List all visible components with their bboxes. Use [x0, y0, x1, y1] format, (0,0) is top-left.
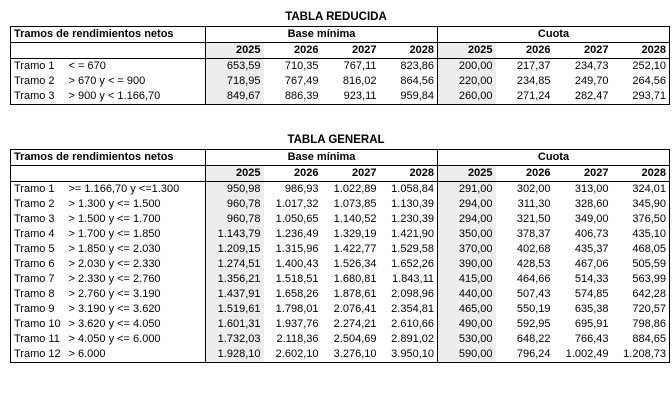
column-group-cuota: Cuota — [438, 27, 670, 43]
header-row-years — [11, 166, 670, 182]
header-row-groups — [11, 27, 670, 43]
base-minima-value: 1.315,96 — [275, 243, 319, 255]
base-minima-value: 923,11 — [322, 89, 380, 105]
base-minima-value: 718,95 — [206, 74, 264, 89]
cuota-value: 328,60 — [574, 198, 609, 210]
cuota-value: 642,28 — [612, 287, 670, 302]
cuota-value: 234,73 — [574, 60, 609, 72]
base-minima-value: 1.329,19 — [333, 228, 377, 240]
general-table — [10, 149, 670, 363]
table-row — [11, 347, 670, 363]
row-range-label: < = 670 — [66, 59, 206, 75]
cuota-value: 435,10 — [612, 227, 670, 242]
base-minima-value: 653,59 — [206, 59, 264, 75]
base-minima-value: 886,39 — [264, 89, 322, 105]
cuota-value: 249,70 — [574, 75, 609, 87]
year-header-base-2028: 2028 — [380, 166, 438, 182]
year-header-base-2028: 2028 — [380, 43, 438, 59]
cuota-value: 490,00 — [438, 317, 496, 332]
cuota-value: 370,00 — [438, 242, 496, 257]
column-group-cuota: Cuota — [438, 150, 670, 166]
base-minima-value: 1.209,15 — [206, 242, 264, 257]
row-range-label: > 2.030 y <= 2.330 — [66, 257, 206, 272]
base-minima-value: 1.518,51 — [275, 273, 319, 285]
cuota-value: 402,68 — [516, 243, 551, 255]
cuota-value: 592,95 — [516, 318, 551, 330]
row-tramo-label: Tramo 9 — [11, 302, 66, 317]
table-row — [11, 74, 670, 89]
column-header-tramos: Tramos de rendimientos netos — [11, 150, 206, 166]
row-tramo-label: Tramo 2 — [11, 197, 66, 212]
base-minima-value: 960,78 — [206, 197, 264, 212]
base-minima-value: 2.354,81 — [380, 302, 438, 317]
row-tramo-label: Tramo 11 — [11, 332, 66, 347]
cuota-value: 464,66 — [516, 273, 551, 285]
base-minima-value: 3.950,10 — [380, 347, 438, 363]
row-tramo-label: Tramo 2 — [11, 74, 66, 89]
year-header-base-2025: 2025 — [206, 166, 264, 182]
base-minima-value: 1.529,58 — [380, 242, 438, 257]
cuota-value: 200,00 — [438, 59, 496, 75]
base-minima-value: 1.073,85 — [333, 198, 377, 210]
row-tramo-label: Tramo 4 — [11, 227, 66, 242]
cuota-value: 345,90 — [612, 197, 670, 212]
cuota-value: 766,43 — [574, 333, 609, 345]
cuota-value: 406,73 — [574, 228, 609, 240]
cuota-value: 321,50 — [516, 213, 551, 225]
row-tramo-label: Tramo 10 — [11, 317, 66, 332]
base-minima-value: 1.421,90 — [380, 227, 438, 242]
cuota-value: 293,71 — [612, 89, 670, 105]
cuota-value: 440,00 — [438, 287, 496, 302]
base-minima-value: 2.118,36 — [276, 333, 319, 345]
row-range-label: > 900 y < 1.166,70 — [66, 89, 206, 105]
column-header-tramos: Tramos de rendimientos netos — [11, 27, 206, 43]
cuota-value: 376,50 — [612, 212, 670, 227]
base-minima-value: 1.130,39 — [380, 197, 438, 212]
cuota-value: 550,19 — [516, 303, 551, 315]
cuota-value: 302,00 — [516, 183, 551, 195]
cuota-value: 530,00 — [438, 332, 496, 347]
cuota-value: 720,57 — [612, 302, 670, 317]
year-header-cuota-2027: 2027 — [554, 166, 612, 182]
base-minima-value: 1.422,77 — [333, 243, 377, 255]
base-minima-value: 2.602,10 — [264, 347, 322, 363]
base-minima-value: 1.274,51 — [206, 257, 264, 272]
base-minima-value: 849,67 — [206, 89, 264, 105]
base-minima-value: 960,78 — [206, 212, 264, 227]
row-range-label: > 2.760 y <= 3.190 — [66, 287, 206, 302]
cuota-value: 468,05 — [612, 242, 670, 257]
cuota-value: 324,01 — [612, 182, 670, 198]
base-minima-value: 1.356,21 — [206, 272, 264, 287]
year-header-base-2027: 2027 — [322, 43, 380, 59]
header-spacer — [66, 43, 206, 59]
base-minima-value: 3.276,10 — [322, 347, 380, 363]
base-minima-value: 767,11 — [343, 60, 377, 72]
row-range-label: > 1.700 y <= 1.850 — [66, 227, 206, 242]
header-spacer — [11, 43, 66, 59]
cuota-value: 798,86 — [612, 317, 670, 332]
cuota-value: 574,85 — [574, 288, 609, 300]
cuota-value: 294,00 — [438, 197, 496, 212]
row-tramo-label: Tramo 3 — [11, 89, 66, 105]
base-minima-value: 959,84 — [380, 89, 438, 105]
table-row — [11, 212, 670, 227]
table-row — [11, 332, 670, 347]
year-header-base-2025: 2025 — [206, 43, 264, 59]
table-row — [11, 197, 670, 212]
base-minima-value: 2.504,69 — [333, 333, 377, 345]
header-row-groups — [11, 150, 670, 166]
base-minima-value: 823,86 — [380, 59, 438, 75]
table-row — [11, 257, 670, 272]
row-range-label: >= 1.166,70 y <=1.300 — [66, 182, 206, 198]
cuota-value: 467,06 — [574, 258, 609, 270]
table-row — [11, 227, 670, 242]
row-tramo-label: Tramo 1 — [11, 59, 66, 75]
row-tramo-label: Tramo 6 — [11, 257, 66, 272]
base-minima-value: 2.098,96 — [380, 287, 438, 302]
base-minima-value: 1.928,10 — [206, 347, 264, 363]
row-range-label: > 6.000 — [66, 347, 206, 363]
year-header-cuota-2026: 2026 — [496, 43, 554, 59]
table-row — [11, 317, 670, 332]
cuota-value: 271,24 — [496, 89, 554, 105]
row-range-label: > 4.050 y <= 6.000 — [66, 332, 206, 347]
cuota-value: 378,37 — [516, 228, 551, 240]
base-minima-value: 950,98 — [206, 182, 264, 198]
base-minima-value: 1.058,84 — [380, 182, 438, 198]
year-header-cuota-2028: 2028 — [612, 43, 670, 59]
base-minima-value: 1.680,81 — [333, 273, 377, 285]
cuota-value: 514,33 — [574, 273, 609, 285]
base-minima-value: 2.610,66 — [380, 317, 438, 332]
cuota-value: 415,00 — [438, 272, 496, 287]
base-minima-value: 1.732,03 — [206, 332, 264, 347]
cuota-value: 1.208,73 — [612, 347, 670, 363]
base-minima-value: 2.076,41 — [333, 303, 377, 315]
base-minima-value: 1.230,39 — [380, 212, 438, 227]
row-range-label: > 1.850 y <= 2.030 — [66, 242, 206, 257]
header-spacer — [66, 166, 206, 182]
cuota-value: 635,38 — [574, 303, 609, 315]
year-header-cuota-2028: 2028 — [612, 166, 670, 182]
base-minima-value: 1.519,61 — [206, 302, 264, 317]
cuota-value: 563,99 — [612, 272, 670, 287]
base-minima-value: 2.891,02 — [380, 332, 438, 347]
row-range-label: > 3.190 y <= 3.620 — [66, 302, 206, 317]
row-range-label: > 3.620 y <= 4.050 — [66, 317, 206, 332]
base-minima-value: 1.400,43 — [275, 258, 319, 270]
year-header-cuota-2025: 2025 — [438, 43, 496, 59]
cuota-value: 313,00 — [574, 183, 609, 195]
general-table-title: TABLA GENERAL — [287, 134, 385, 146]
cuota-value: 1.002,49 — [554, 347, 612, 363]
year-header-base-2026: 2026 — [264, 166, 322, 182]
base-minima-value: 767,49 — [284, 75, 319, 87]
base-minima-value: 1.658,26 — [275, 288, 319, 300]
table-row — [11, 182, 670, 198]
cuota-value: 350,00 — [438, 227, 496, 242]
row-tramo-label: Tramo 3 — [11, 212, 66, 227]
year-header-cuota-2027: 2027 — [554, 43, 612, 59]
cuota-value: 507,43 — [516, 288, 551, 300]
cuota-value: 264,56 — [612, 74, 670, 89]
table-row — [11, 242, 670, 257]
base-minima-value: 2.274,21 — [333, 318, 377, 330]
column-group-base-minima: Base mínima — [206, 27, 438, 43]
cuota-value: 252,10 — [612, 59, 670, 75]
row-tramo-label: Tramo 12 — [11, 347, 66, 363]
table-row — [11, 287, 670, 302]
base-minima-value: 1.526,34 — [333, 258, 377, 270]
base-minima-value: 1.236,49 — [275, 228, 319, 240]
year-header-cuota-2026: 2026 — [496, 166, 554, 182]
base-minima-value: 986,93 — [284, 183, 319, 195]
table-row — [11, 59, 670, 75]
cuota-value: 884,65 — [612, 332, 670, 347]
cuota-value: 260,00 — [438, 89, 496, 105]
cuota-value: 505,59 — [612, 257, 670, 272]
base-minima-value: 1.143,79 — [206, 227, 264, 242]
cuota-value: 435,37 — [574, 243, 609, 255]
row-tramo-label: Tramo 5 — [11, 242, 66, 257]
cuota-value: 220,00 — [438, 74, 496, 89]
row-tramo-label: Tramo 8 — [11, 287, 66, 302]
base-minima-value: 1.050,65 — [275, 213, 319, 225]
year-header-base-2027: 2027 — [322, 166, 380, 182]
base-minima-value: 1.022,89 — [333, 183, 377, 195]
reduced-table — [10, 26, 670, 105]
base-minima-value: 710,35 — [284, 60, 319, 72]
cuota-value: 217,37 — [516, 60, 551, 72]
row-range-label: > 1.300 y <= 1.500 — [66, 197, 206, 212]
cuota-value: 311,30 — [517, 198, 551, 210]
base-minima-value: 1.140,52 — [333, 213, 377, 225]
base-minima-value: 1.601,31 — [206, 317, 264, 332]
header-row-years — [11, 43, 670, 59]
row-range-label: > 1.500 y <= 1.700 — [66, 212, 206, 227]
row-tramo-label: Tramo 7 — [11, 272, 66, 287]
base-minima-value: 1.878,61 — [333, 288, 377, 300]
base-minima-value: 864,56 — [380, 74, 438, 89]
cuota-value: 648,22 — [516, 333, 551, 345]
cuota-value: 465,00 — [438, 302, 496, 317]
cuota-value: 234,85 — [516, 75, 551, 87]
base-minima-value: 1.437,91 — [206, 287, 264, 302]
base-minima-value: 1.843,11 — [380, 272, 438, 287]
row-range-label: > 2.330 y <= 2.760 — [66, 272, 206, 287]
base-minima-value: 816,02 — [342, 75, 377, 87]
cuota-value: 282,47 — [554, 89, 612, 105]
cuota-value: 390,00 — [438, 257, 496, 272]
cuota-value: 590,00 — [438, 347, 496, 363]
column-group-base-minima: Base mínima — [206, 150, 438, 166]
table-row — [11, 272, 670, 287]
base-minima-value: 1.798,01 — [275, 303, 319, 315]
base-minima-value: 1.017,32 — [275, 198, 319, 210]
cuota-value: 294,00 — [438, 212, 496, 227]
row-tramo-label: Tramo 1 — [11, 182, 66, 198]
table-row — [11, 89, 670, 105]
reduced-table-title: TABLA REDUCIDA — [285, 11, 387, 23]
cuota-value: 796,24 — [496, 347, 554, 363]
row-range-label: > 670 y < = 900 — [66, 74, 206, 89]
table-row — [11, 302, 670, 317]
base-minima-value: 1.652,26 — [380, 257, 438, 272]
cuota-value: 349,00 — [574, 213, 609, 225]
year-header-base-2026: 2026 — [264, 43, 322, 59]
cuota-value: 291,00 — [438, 182, 496, 198]
header-spacer — [11, 166, 66, 182]
year-header-cuota-2025: 2025 — [438, 166, 496, 182]
cuota-value: 428,53 — [516, 258, 551, 270]
base-minima-value: 1.937,76 — [275, 318, 319, 330]
cuota-value: 695,91 — [574, 318, 609, 330]
